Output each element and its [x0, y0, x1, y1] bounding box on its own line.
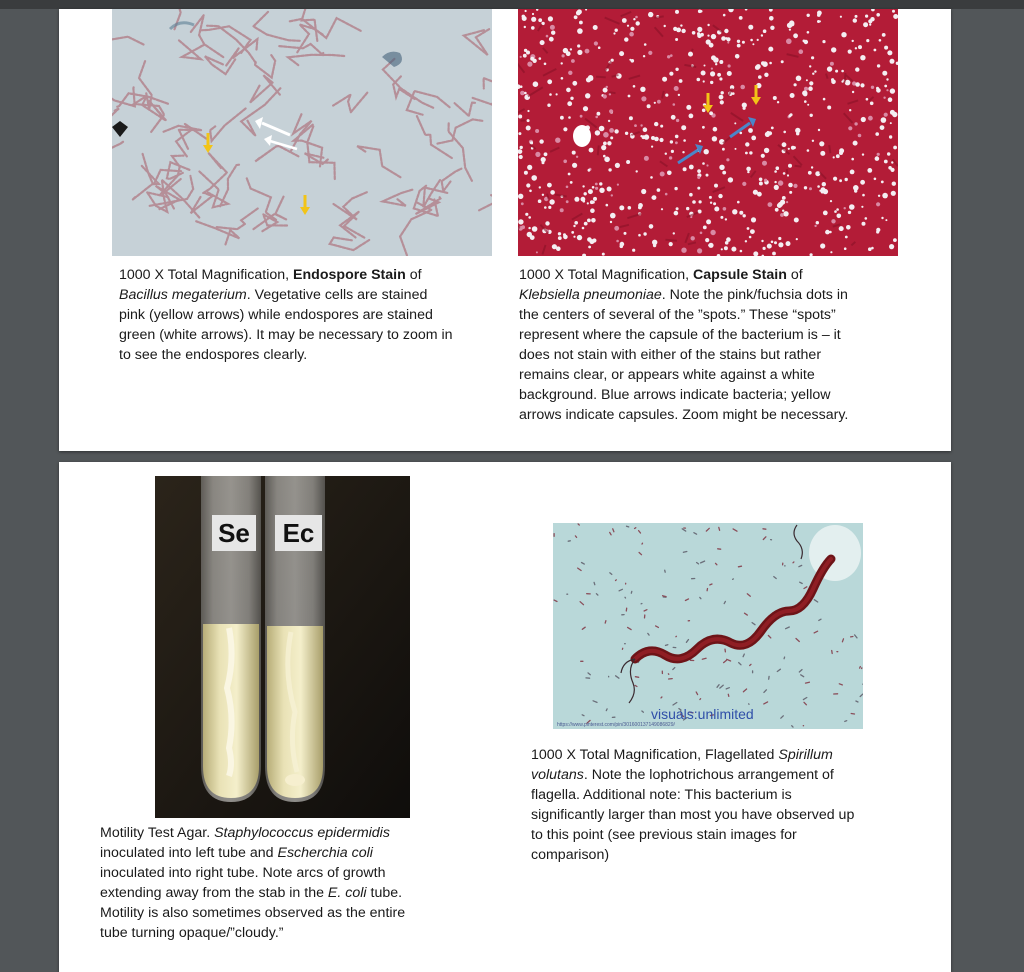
endospore-caption: 1000 X Total Magnification, Endospore Stain of Bacillus megaterium. Vegetative cells are stained pink (yellow arrows) while endospores are stained green (white arrows). It may be necessary to zoom in to see the endospores clearly. [119, 267, 453, 363]
motility-caption: Motility Test Agar. Staphylococcus epidermidis inoculated into left tube and Escherchia coli inoculated into right tube. Note arcs of growth extending away from the stab in the E. coli tube. Motility is also sometimes observed as the entire tube turning opaque/”cloudy.” [100, 825, 406, 941]
viewer-top-bar [0, 0, 1024, 9]
spirillum-caption: 1000 X Total Magnification, Flagellated Spirillum volutans. Note the lophotrichous arrangement of flagella. Additional note: This bacterium is significantly larger than most you have observed up to this point (see previous stain images for comparison) [531, 747, 855, 863]
visuals-unlimited-watermark: visuals:unlimited [651, 706, 754, 722]
spirillum-image-drawing [553, 523, 863, 729]
capsule-caption: 1000 X Total Magnification, Capsule Stain of Klebsiella pneumoniae. Note the pink/fuchsia dots in the centers of several of the ”spots.” These “spots” represent where the capsule of the bacterium is – it does not stain with either of the stains but rather remains clear, or appears white against a white background. Blue arrows indicate bacteria; yellow arrows indicate capsules. Zoom might be necessary. [519, 267, 849, 423]
image-source-url: https://www.pinterest.com/pin/301600137149086829/ [557, 722, 675, 728]
motility-test-tubes-photo [155, 476, 410, 818]
endospore-stain-micrograph [112, 9, 492, 256]
tube-label-se: Se [212, 515, 256, 551]
endospore-image-drawing [112, 9, 492, 256]
capsule-image-drawing [518, 9, 898, 256]
tube-label-ec: Ec [275, 515, 322, 551]
spirillum-micrograph [553, 523, 863, 729]
capsule-stain-micrograph [518, 9, 898, 256]
